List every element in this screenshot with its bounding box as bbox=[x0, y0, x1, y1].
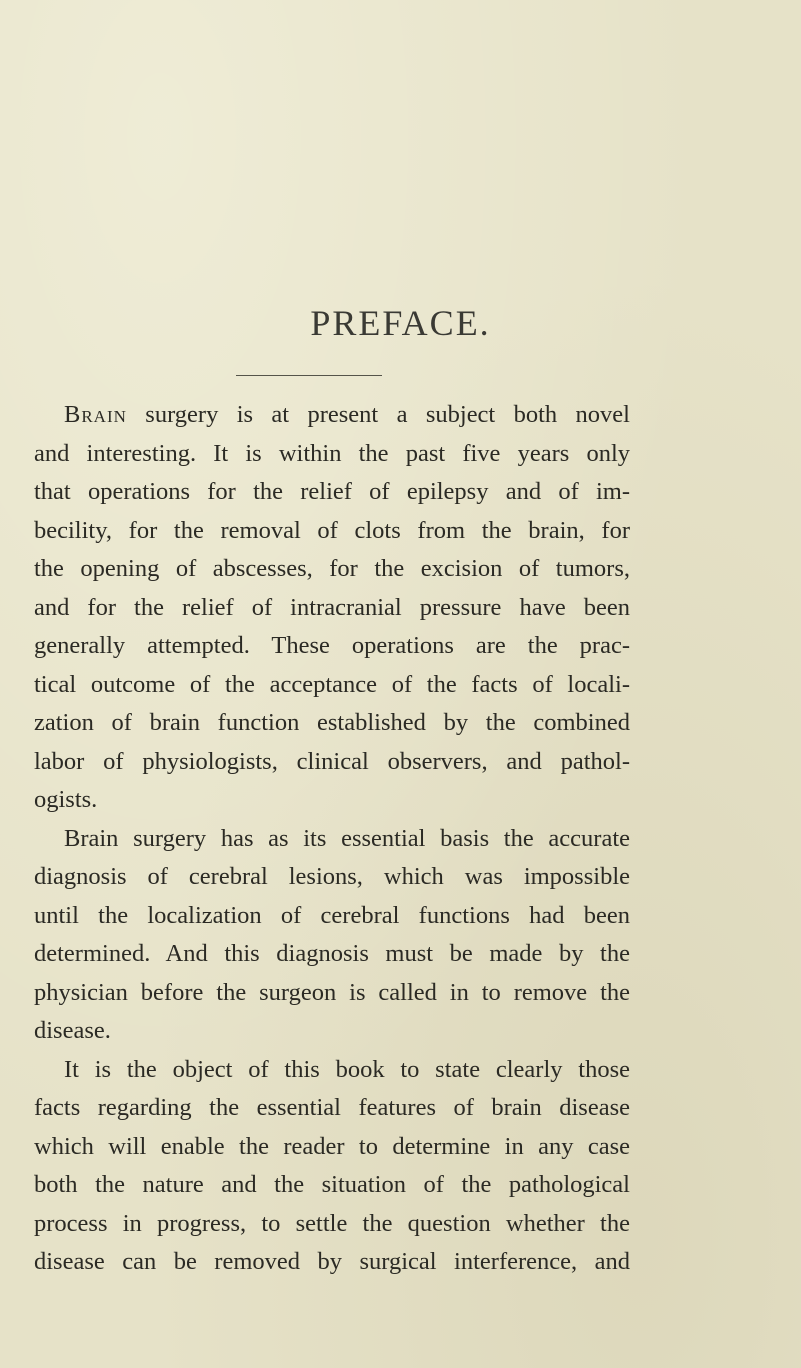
text-line: It is the object of this book to state clearly those bbox=[64, 1055, 630, 1083]
text-line: physician before the surgeon is called in to remove the bbox=[34, 978, 630, 1006]
heading-divider bbox=[236, 375, 382, 376]
text-line: and interesting. It is within the past five years only bbox=[34, 439, 630, 467]
preface-body bbox=[34, 396, 630, 1282]
preface-heading: PREFACE. bbox=[310, 303, 491, 343]
text-line: the opening of abscesses, for the excision of tumors, bbox=[34, 555, 630, 582]
text-line: determined. And this diagnosis must be made by the bbox=[34, 940, 630, 967]
line-text: surgery is at present a subject both novel bbox=[126, 401, 630, 428]
text-line: ogists. bbox=[34, 786, 98, 813]
text-line bbox=[34, 396, 630, 435]
text-line: Brain surgery has as its essential basis the accurate bbox=[64, 824, 630, 852]
text-line: labor of physiologists, clinical observers, and pathol- bbox=[34, 747, 630, 775]
text-line: facts regarding the essential features of brain disease bbox=[34, 1094, 630, 1121]
text-line: and for the relief of intracranial pressure have been bbox=[34, 593, 630, 621]
text-line: until the localization of cerebral functions had been bbox=[34, 901, 630, 929]
text-line: zation of brain function established by the combined bbox=[34, 709, 630, 736]
text-line: both the nature and the situation of the pathological bbox=[34, 1171, 630, 1198]
text-line: process in progress, to settle the question whether the bbox=[34, 1209, 630, 1237]
text-line: that operations for the relief of epilepsy and of im- bbox=[34, 478, 630, 505]
drop-word: Brain bbox=[64, 401, 127, 428]
text-line: disease can be removed by surgical interference, and bbox=[34, 1248, 630, 1275]
text-line: tical outcome of the acceptance of the facts of locali- bbox=[34, 670, 630, 698]
text-line: generally attempted. These operations are the prac- bbox=[34, 632, 630, 659]
text-line: which will enable the reader to determine in any case bbox=[34, 1132, 630, 1160]
text-line: disease. bbox=[34, 1017, 111, 1044]
text-line: diagnosis of cerebral lesions, which was impossible bbox=[34, 863, 630, 890]
text-line: becility, for the removal of clots from the brain, for bbox=[34, 516, 630, 544]
